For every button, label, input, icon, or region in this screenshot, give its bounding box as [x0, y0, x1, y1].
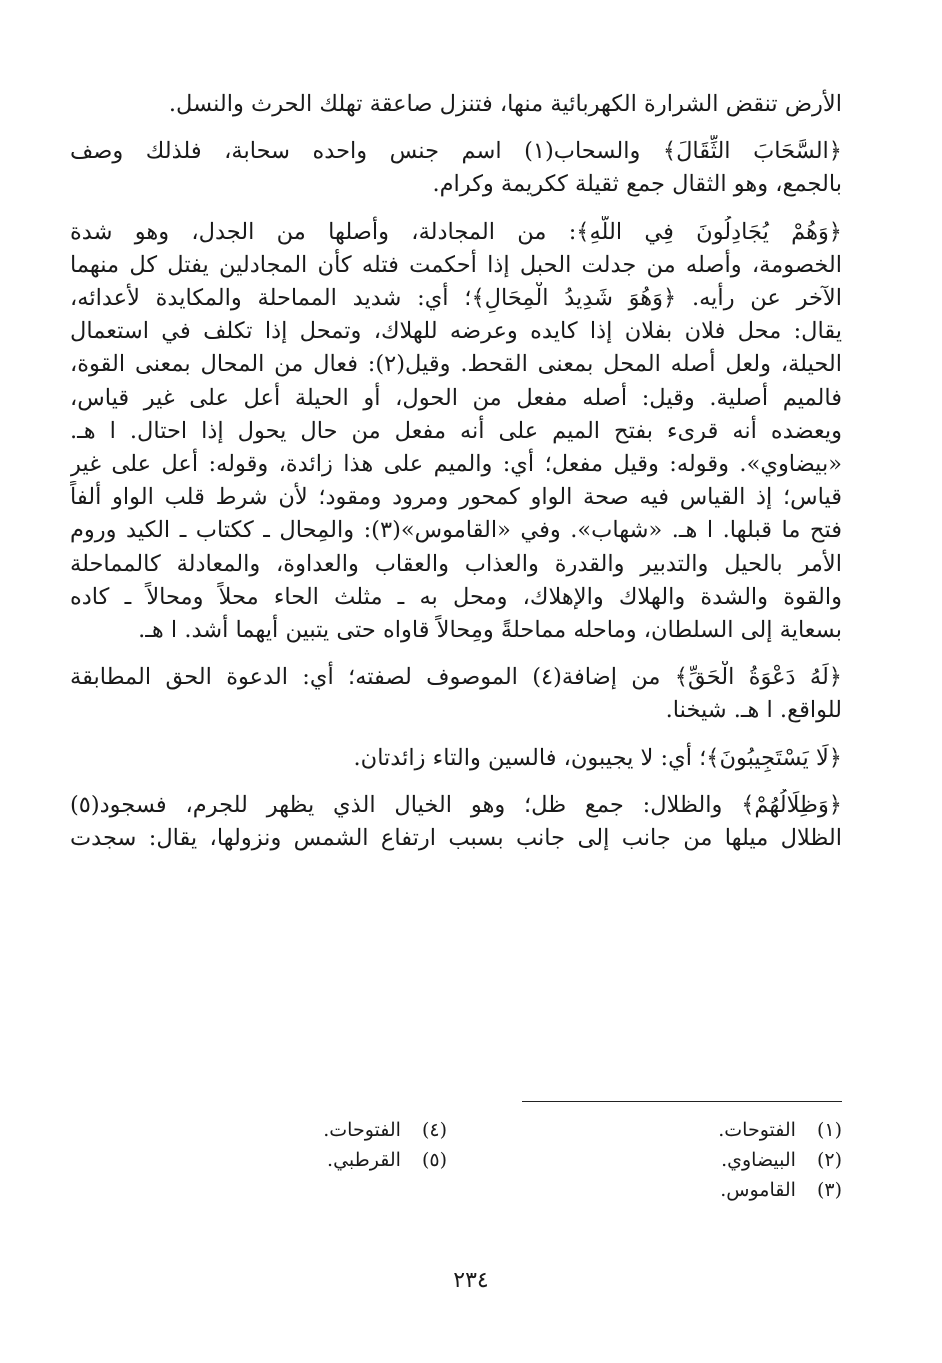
footnote-divider — [522, 1101, 842, 1102]
footnote-text: الفتوحات. — [323, 1119, 401, 1141]
footnote-number: (١) — [816, 1119, 842, 1141]
text-line: الخصومة، وأصله من جدلت الحبل إذا أحكمت فتله كأن المجادلين يفتل كل منهما — [70, 251, 842, 278]
text-line: الظلال ميلها من جانب إلى جانب بسبب ارتفاع الشمس ونزولها، يقال: سجدت — [70, 825, 842, 852]
text-line: بالجمع، وهو الثقال جمع ثقيلة ككريمة وكرام. — [432, 171, 842, 198]
text-line: ﴿وَهُمْ يُجَادِلُونَ فِي اللَّهِ﴾: من المجادلة، وأصلها من الجدل، وهو شدة — [70, 218, 842, 245]
footnote-number: (٢) — [816, 1149, 842, 1171]
footnote-number: (٤) — [421, 1119, 447, 1141]
footnote — [542, 1177, 842, 1203]
text-line: الحيلة، ولعل أصله المحل بمعنى القحط. وقيل(٢): فعال من المحال بمعنى القوة، — [70, 351, 842, 378]
footnote-text: البيضاوي. — [721, 1149, 796, 1171]
text-line: فتح ما قبلها. ا هـ. «شهاب». وفي «القاموس»(٣): والمِحال ـ ككتاب ـ الكيد وروم — [70, 517, 842, 544]
text-line: الأرض تنقض الشرارة الكهربائية منها، فتنزل صاعقة تهلك الحرث والنسل. — [168, 91, 842, 117]
text-line: بسعاية إلى السلطان، وماحله مماحلةً ومِحالاً قاواه حتى يتبين أيهما أشد. ا هـ. — [138, 617, 842, 644]
text-line: «بيضاوي». وقوله: وقيل مفعل؛ أي: والميم على هذا زائدة، وقوله: أعل على غير — [70, 451, 842, 478]
footnote-number: (٣) — [816, 1179, 842, 1201]
footnotes-column-left — [147, 1117, 447, 1177]
footnote — [147, 1117, 447, 1143]
text-line: ﴿لَهُ دَعْوَةُ الْحَقِّ﴾ من إضافة(٤) الموصوف لصفته؛ أي: الدعوة الحق المطابقة — [70, 664, 842, 691]
text-line: والقوة والشدة والهلاك والإهلاك، ومحل به ـ مثلث الحاء محلاً ومحالاً ـ كاده — [70, 583, 842, 610]
text-line: ويعضده أنه قرىء بفتح الميم على أنه مفعل من حال يحول إذا احتال. ا هـ. — [70, 417, 842, 444]
text-line: للواقع. ا هـ. شيخنا. — [665, 697, 842, 724]
footnote — [147, 1147, 447, 1173]
body-text — [70, 88, 842, 855]
text-line: الآخر عن رأيه. ﴿وَهُوَ شَدِيدُ الْمِحَالِ﴾؛ أي: شديد المماحلة والمكايدة لأعدائه، — [70, 285, 842, 312]
footnote-text: القرطبي. — [327, 1149, 401, 1171]
text-line: ﴿لَا يَسْتَجِيبُونَ﴾؛ أي: لا يجيبون، فالسين والتاء زائدتان. — [353, 744, 842, 771]
footnote-text: القاموس. — [720, 1179, 796, 1201]
page-number: ٢٣٤ — [453, 1268, 489, 1293]
text-line: يقال: محل فلان بفلان إذا كايده وعرضه للهلاك، وتمحل إذا تكلف في استعمال — [70, 318, 842, 345]
footnote — [542, 1117, 842, 1143]
text-line: الأمر بالحيل والتدبير والقدرة والعذاب والعقاب والعداوة، والمعادلة كالمماحلة — [70, 550, 842, 577]
footnote-text: الفتوحات. — [718, 1119, 796, 1141]
text-line: فالميم أصلية. وقيل: أصله مفعل من الحول، أو الحيلة أُعل على غير قياس، — [70, 384, 842, 411]
text-line: قياس؛ إذ القياس فيه صحة الواو كمحور ومرود ومقود؛ لأن شرط قلب الواو ألفاً — [70, 484, 842, 511]
footnote — [542, 1147, 842, 1173]
text-line: ﴿وَظِلَالُهُمْ﴾ والظلال: جمع ظل؛ وهو الخيال الذي يظهر للجرم، فسجود(٥) — [70, 791, 842, 818]
footnotes-column-right — [542, 1117, 842, 1207]
footnote-number: (٥) — [421, 1149, 447, 1171]
text-line: ﴿السَّحَابَ الثِّقَالَ﴾ والسحاب(١) اسم جنس واحده سحابة، فلذلك وصف — [70, 138, 842, 165]
